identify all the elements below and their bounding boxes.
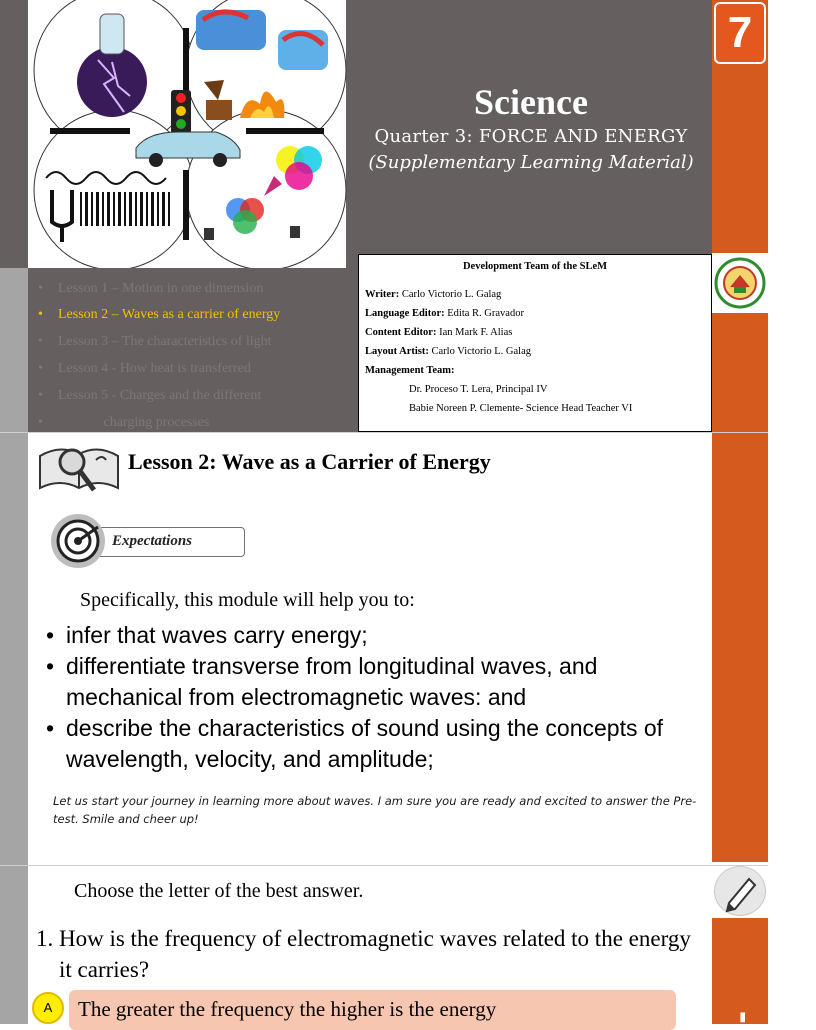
lesson-list bbox=[28, 268, 358, 432]
quarter-heading: Quarter 3: FORCE AND ENERGY bbox=[374, 126, 688, 147]
cover-illustration bbox=[28, 0, 346, 268]
writer-line: Writer: Carlo Victorio L. Galag bbox=[365, 289, 502, 300]
pretest-instruction: Choose the letter of the best answer. bbox=[74, 880, 364, 902]
management-member: Dr. Proceso T. Lera, Principal IV bbox=[409, 384, 548, 395]
objectives-list bbox=[46, 620, 696, 775]
question-number: 1. bbox=[36, 926, 54, 951]
objectives-intro: Specifically, this module will help you to: bbox=[80, 589, 415, 611]
lesson-item: • Lesson 5 - Charges and the different bbox=[38, 388, 262, 403]
choice-text[interactable]: The greater the frequency the higher is the energy bbox=[78, 997, 497, 1021]
book-magnifier-icon bbox=[36, 436, 122, 498]
question-1 bbox=[36, 923, 706, 985]
lesson-item: • Lesson 4 - How heat is transferred bbox=[38, 361, 251, 376]
layout-artist-line: Layout Artist: Carlo Victorio L. Galag bbox=[365, 346, 531, 357]
material-subtitle: (Supplementary Learning Material) bbox=[368, 152, 694, 173]
pencil-icon bbox=[714, 866, 766, 916]
development-team-box bbox=[358, 254, 712, 432]
lesson-item: • Lesson 1 – Motion in one dimension bbox=[38, 281, 264, 296]
section-divider bbox=[0, 432, 768, 433]
objective-item: • describe the characteristics of sound using the concepts of wavelength, velocity, and amplitude; bbox=[46, 713, 696, 775]
title-block bbox=[350, 80, 712, 176]
encouragement-note: Let us start your journey in learning more about waves. I am sure you are ready and excited to answer the Pre-test. Smile and cheer up! bbox=[53, 794, 697, 826]
lesson-item: • charging processes bbox=[38, 415, 210, 430]
dev-team-heading: Development Team of the SLeM bbox=[462, 261, 608, 272]
choice-letter-badge[interactable]: A bbox=[32, 992, 64, 1024]
page-title: Science bbox=[474, 82, 588, 122]
management-heading: Management Team: bbox=[365, 365, 455, 376]
content-editor-line: Content Editor: Ian Mark F. Alias bbox=[365, 327, 513, 338]
objective-item: • differentiate transverse from longitudinal waves, and mechanical from electromagnetic waves: and bbox=[46, 651, 696, 713]
question-text: How is the frequency of electromagnetic waves related to the energy it carries? bbox=[59, 926, 691, 982]
pretest-side-label: -test bbox=[722, 952, 810, 1024]
lesson-item-active: • Lesson 2 – Waves as a carrier of energy bbox=[38, 307, 281, 322]
language-editor-line: Language Editor: Edita R. Gravador bbox=[365, 308, 524, 319]
school-seal bbox=[712, 253, 768, 313]
lesson-item: • Lesson 3 – The characteristics of light bbox=[38, 334, 272, 349]
expectations-label: Expectations bbox=[112, 533, 193, 549]
section-divider bbox=[0, 865, 768, 866]
left-accent-stripe bbox=[0, 268, 28, 1024]
objective-item: • infer that waves carry energy; bbox=[46, 620, 696, 651]
grade-badge: 7 bbox=[714, 2, 766, 64]
lesson-title: Lesson 2: Wave as a Carrier of Energy bbox=[128, 449, 491, 474]
target-icon bbox=[50, 513, 106, 569]
management-member: Babie Noreen P. Clemente- Science Head Teacher VI bbox=[409, 403, 633, 414]
